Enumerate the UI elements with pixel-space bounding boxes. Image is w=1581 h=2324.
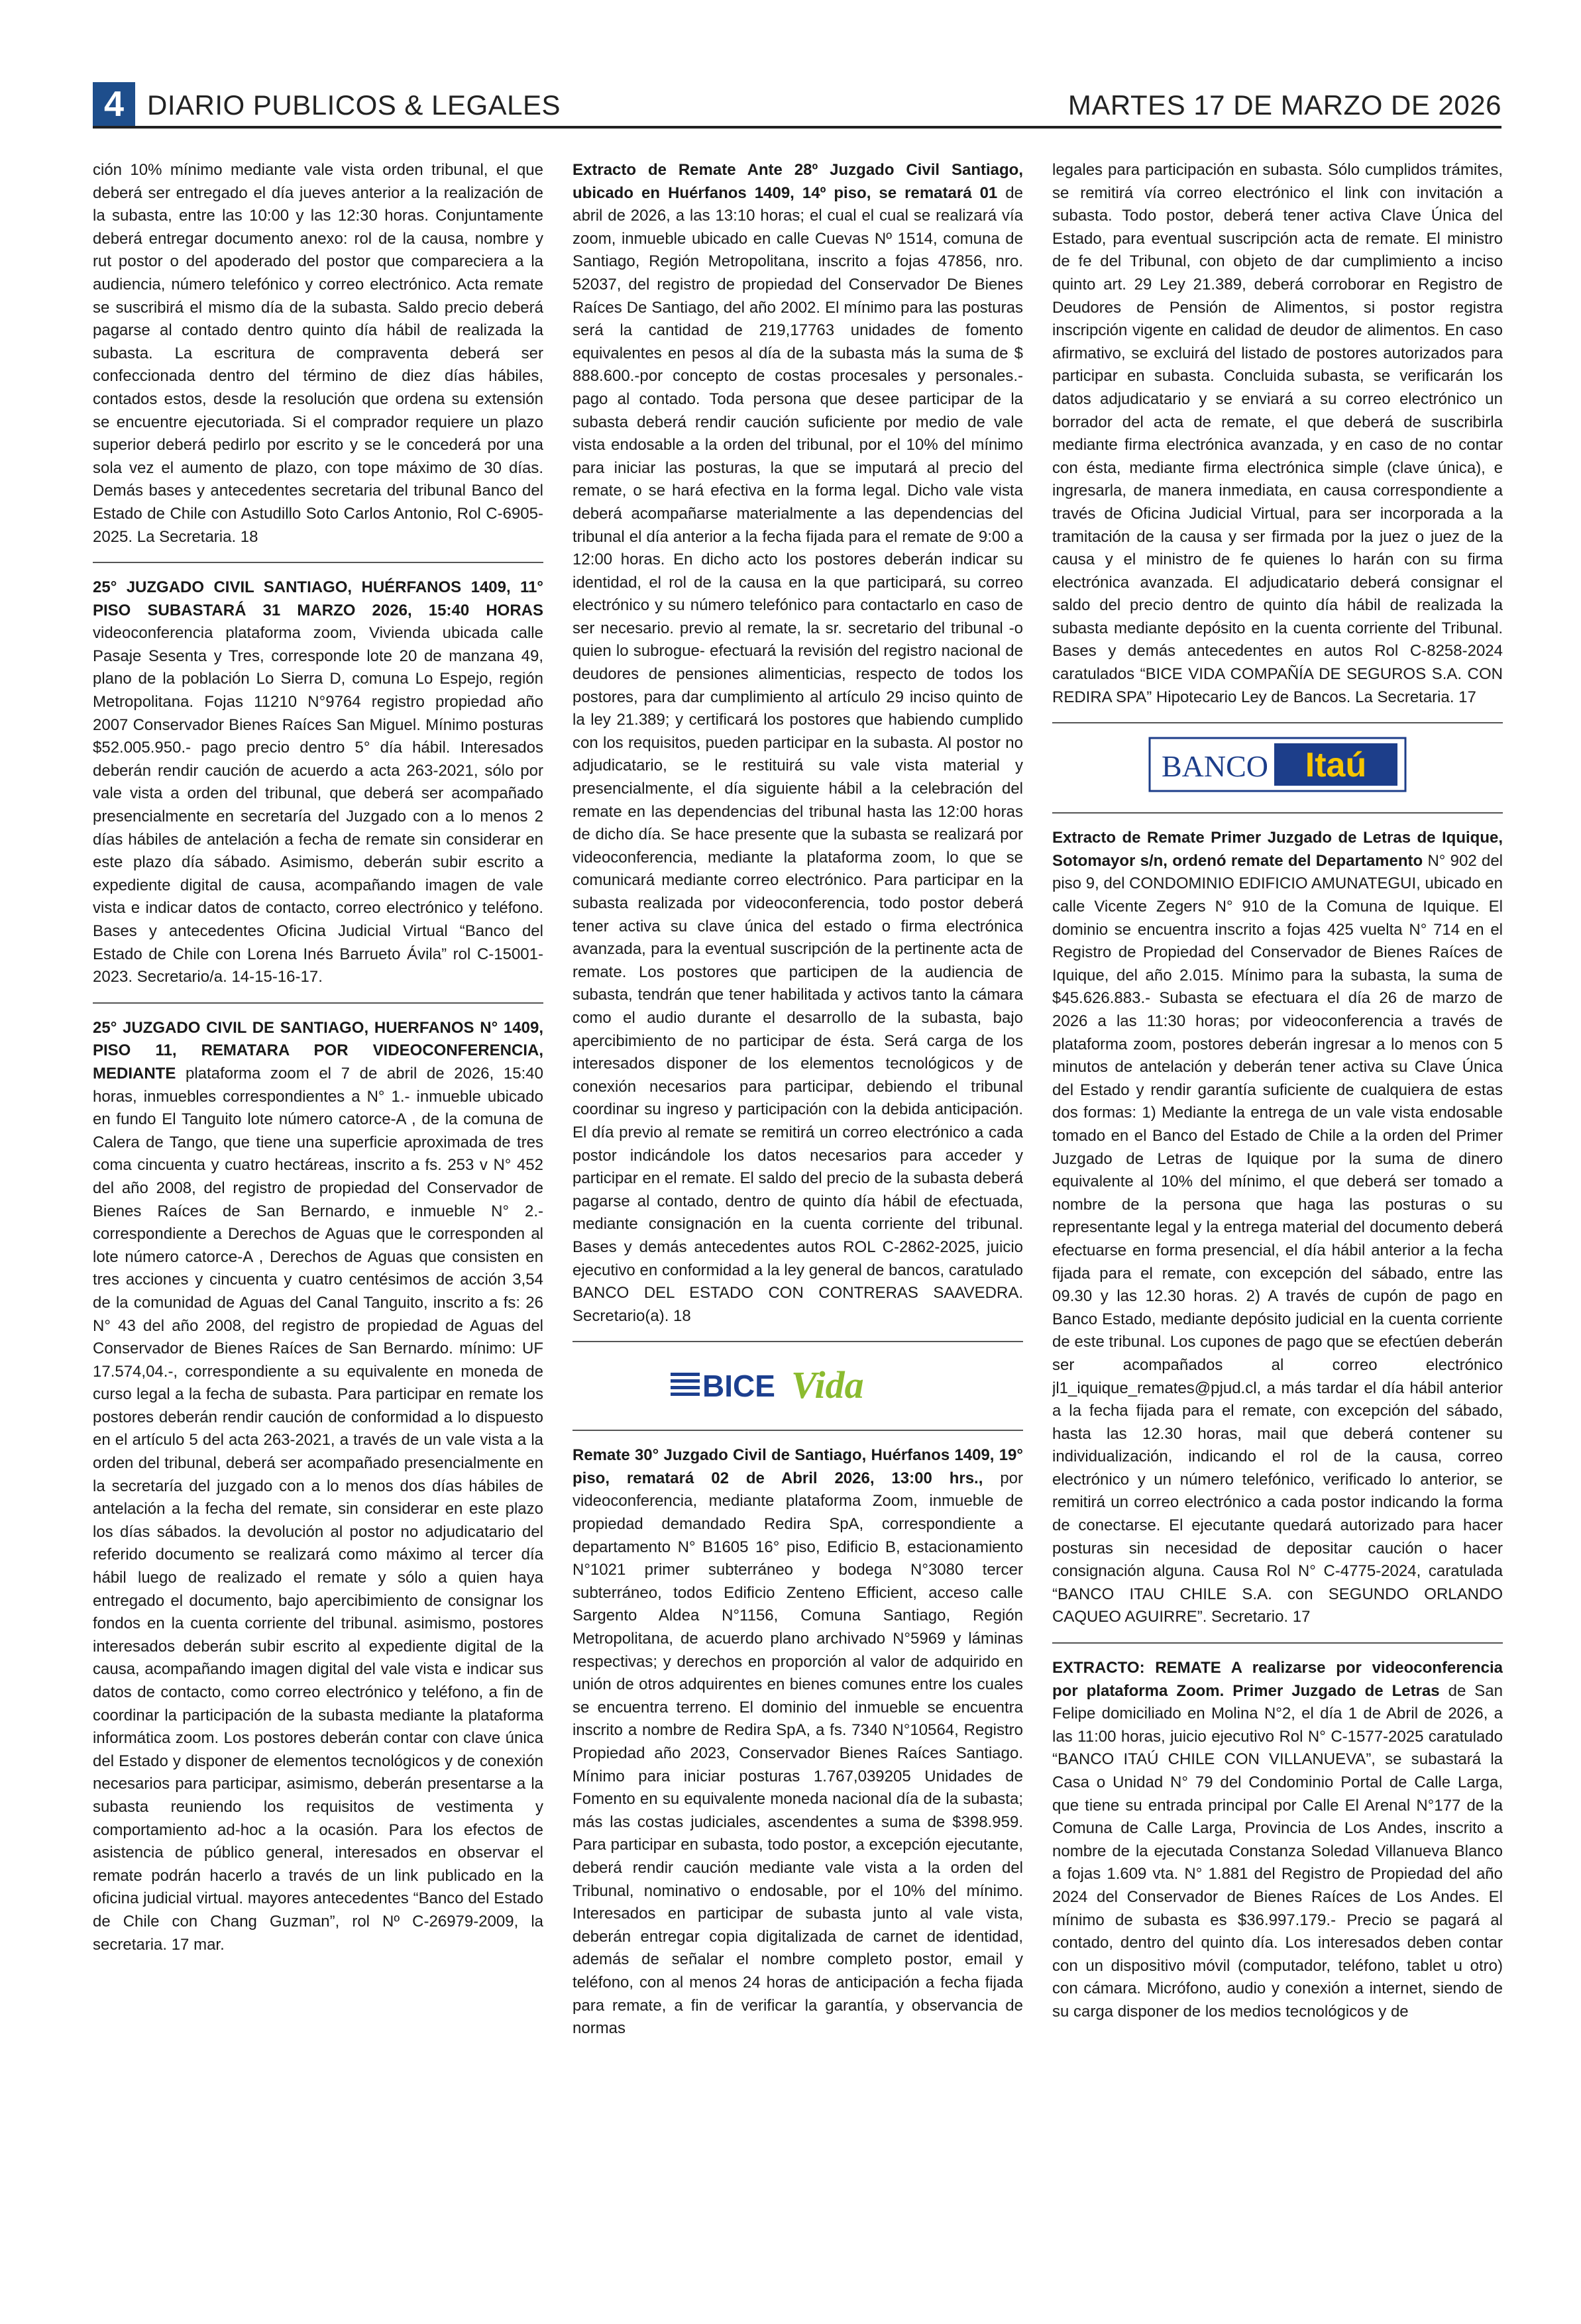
notice-juzgado-25-calera-de-tango — [93, 1017, 543, 1956]
notice-body: N° 902 del piso 9, del CONDOMINIO EDIFICIO AMUNATEGUI, ubicado en calle Vicente Zegers N° 910 de la Comuna de Iquique. El dominio se encuentra inscrito a fojas 425 vuelta N° 714 en el Registro de Propiedad del Conservador de Bienes Raíces de Iquique, del año 2.015. Mínimo para la subasta, la suma de $45.626.883.- Subasta se efectuara el día 26 de marzo de 2026 a las 11:30 horas; por videoconferencia a través de plataforma zoom, postores deberán ingresar a lo menos con 5 minutos de antelación y deberán tener activa su Clave Única del Estado y rendir garantía suficiente de cualquiera de estas dos formas: 1) Mediante la entrega de un vale vista endosable tomado en el Banco del Estado de Chile a la orden del Primer Juzgado de Letras de Iquique por la suma de dinero equivalente al 10% del mínimo, el que deberá ser tomado a nombre de la persona que haga las posturas o su representante legal y la entrega material del documento deberá efectuarse en forma presencial, el día hábil anterior a la fecha fijada para el remate, con excepción del sábado, entre las 09.30 y las 12.30 horas. 2) A través de cupón de pago en Banco Estado, mediante depósito judicial en la cuenta corriente de este tribunal. Los cupones de pago que se efectúen deberán ser acompañados al correo electrónico jl1_iquique_remates@pjud.cl, a más tardar el día hábil anterior a la fecha fijada para el remate, con excepción del sábado, hasta las 12.30 horas, mail que deberá contener su individualización, indicando el rol de la causa, correo electrónico y un número telefónico, verificado lo anterior, se remitirá un correo electrónico a cada postor indicando la forma de conectarse. El ejecutante quedará autorizado para hacer posturas sin necesidad de depositar caución o hacer consignación alguna. Causa Rol N° C-4775-2024, caratulada “BANCO ITAU CHILE S.A. con SEGUNDO ORLANDO CAQUEO AGUIRRE”. Secretario. 17 — [1052, 851, 1503, 1626]
notice-divider — [572, 1341, 1023, 1342]
header-rule — [93, 126, 1501, 129]
publication-date: MARTES 17 DE MARZO DE 2026 — [1067, 89, 1501, 121]
notice-divider — [1052, 1642, 1503, 1644]
notice-juzgado-25-lo-espejo — [93, 576, 543, 989]
notice-divider — [1052, 812, 1503, 814]
notice-heading: Extracto de Remate Primer Juzgado de Letras de Iquique, Sotomayor s/n, ordenó remate del Departamento — [1052, 829, 1503, 870]
notice-heading: Remate 30° Juzgado Civil de Santiago, Huérfanos 1409, 19° piso, rematará 02 de Abril 2026, 13:00 hrs., — [572, 1446, 1023, 1487]
column-2 — [572, 159, 1023, 2305]
notice-body: videoconferencia plataforma zoom, Vivienda ubicada calle Pasaje Sesenta y Tres, corresponde lote 20 de manzana 49, plano de la población Lo Sierra D, comuna Lo Espejo, región Metropolitana. Fojas 11210 N°9764 registro propiedad año 2007 Conservador Bienes Raíces San Miguel. Mínimo posturas $52.005.950.- pago precio dentro 5° día hábil. Interesados deberán rendir caución de acuerdo a acta 263-2021, sólo por vale vista a orden del tribunal, que deberá ser acompañado presencialmente en secretaría del Juzgado con a lo menos 2 días hábiles de antelación a fecha de remate sin considerar en este plazo día sábado. Asimismo, deberán subir escrito a expediente digital de causa, acompañando imagen de vale vista e indicar datos de contacto, correo electrónico y teléfono. Bases y antecedentes Oficina Judicial Virtual “Banco del Estado de Chile con Lorena Inés Barrueto Ávila” rol C-15001-2023. Secretario/a. 14-15-16-17. — [93, 624, 543, 986]
notice-body: plataforma zoom el 7 de abril de 2026, 15:40 horas, inmuebles correspondientes a N° 1.- inmueble ubicado en fundo El Tanguito lote número catorce-A , de la comuna de Calera de Tango, que tiene una superficie aproximada de tres coma cincuenta y cuatro hectáreas, inscrito a fs. 253 v N° 452 del año 2008, del registro de propiedad del Conservador de Bienes Raíces de San Bernardo, e inmueble N° 2.- correspondiente a Derechos de Aguas que le corresponden al lote número catorce-A , Derechos de Aguas que consisten en tres acciones y cincuenta y cuatro centésimos de acción 3,54 de la comunidad de Aguas del Canal Tanguito, inscrito a fs: 26 N° 43 del año 2008, del registro de propiedad de Aguas del Conservador de Bienes Raíces de San Bernardo. mínimo: UF 17.574,04.-, correspondiente a su equivalente en moneda de curso legal a la fecha de subasta. Para participar en remate los postores deberán rendir caución de conformidad a lo dispuesto en el artículo 5 del acta 263-2021, a través de un vale vista a la orden del tribunal, deberá ser acompañado presencialmente en la secretaría del juzgado con a lo menos dos días hábiles de antelación a la fecha del remate, sin considerar en este plazo los días sábados. la devolución al postor no adjudicatario del referido documento se realizará como máximo al tercer día hábil luego de realizado el remate y sólo a quien haya entregado el documento, bajo apercibimiento de consignar los fondos en la cuenta corriente del tribunal. asimismo, postores interesados deberán subir escrito al expediente digital de la causa, acompañando imagen digital del vale vista e indicar sus datos de contacto, como correo electrónico y teléfono, a fin de coordinar la participación de la subasta mediante la plataforma informática zoom. Los postores deberán contar con clave única del Estado y disponer de elementos tecnológicos y de conexión necesarios para participar, asimismo, deberán presentarse a la subasta reuniendo los requisitos de vestimenta y comportamiento ad-hoc a la ocasión. Para los efectos de asistencia de público general, interesados en observar el remate podrán hacerlo a través de un link publicado en la oficina judicial virtual. mayores antecedentes “Banco del Estado de Chile con Chang Guzman”, rol Nº C-26979-2009, la secretaria. 17 mar. — [93, 1064, 543, 1954]
notice-divider — [572, 1430, 1023, 1431]
notice-heading: EXTRACTO: REMATE A realizarse por videoconferencia por plataforma Zoom. Primer Juzgado de Letras — [1052, 1659, 1503, 1700]
page-header — [93, 82, 1501, 126]
notice-body: legales para participación en subasta. Sólo cumplidos trámites, se remitirá vía correo electrónico el link con invitación a subasta. Todo postor, deberá tener activa Clave Única del Estado, para eventual suscripción acta de remate. El ministro de fe del Tribunal, con objeto de dar cumplimiento a inciso quinto art. 29 Ley 21.389, deberá corroborar en Registro de Deudores de Pensión de Alimentos, si postor registra inscripción vigente en calidad de deudor de alimentos. En caso afirmativo, se excluirá del listado de postores autorizados para participar en subasta. Concluida subasta, se verificarán los datos adjudicatario y se enviará a su correo electrónico un borrador del acta de remate, el que deberá de suscribirla mediante firma electrónica avanzada, y en caso de no contar con ésta, mediante firma electrónica simple (clave única), e ingresarla, de manera inmediata, en causa correspondiente a través de Oficina Judicial Virtual, para ser incorporada a la tramitación de la causa y ser firmada por la juez o juez de la causa y el ministro de fe quienes lo harán con su firma electrónica avanzada. El adjudicatario deberá consignar el saldo del precio dentro de quinto día hábil de realizada la subasta mediante depósito en la cuenta corriente del Tribunal. Bases y demás antecedentes en autos Rol C-8258-2024 caratulados “BICE VIDA COMPAÑÍA DE SEGUROS S.A. CON REDIRA SPA” Hipotecario Ley de Bancos. La Secretaria. 17 — [1052, 161, 1503, 706]
banco-wordmark: BANCO — [1162, 749, 1269, 784]
notice-juzgado-letras-san-felipe — [1052, 1657, 1503, 2024]
column-3 — [1052, 159, 1503, 2305]
notice-heading: Extracto de Remate Ante 28º Juzgado Civil Santiago, ubicado en Huérfanos 1409, 14º piso, se rematará 01 — [572, 161, 1023, 202]
notice-continuation — [93, 159, 543, 549]
notice-body: por videoconferencia, mediante plataforma Zoom, inmueble de propiedad demandado Redira SpA, correspondiente a departamento N° B1605 16° piso, Edificio B, estacionamiento N°1021 primer subterráneo y bodega N°3080 tercer subterráneo, todos Edificio Zenteno Efficient, acceso calle Sargento Aldea N°1156, Comuna Santiago, Región Metropolitana, de acuerdo plano archivado N°5969 y láminas respectivas; y derechos en proporción al valor de adquirido en unión de otros adquirentes en bienes comunes entre los cuales se encuentra terreno. El dominio del inmueble se encuentra inscrito a nombre de Redira SpA, a fs. 7340 N°10564, Registro Propiedad año 2023, Conservador Bienes Raíces Santiago. Mínimo para iniciar posturas 1.767,039205 Unidades de Fomento en su equivalente moneda nacional día de la subasta; más las costas judiciales, ascendentes a suma de $398.959. Para participar en subasta, todo postor, a excepción ejecutante, deberá rendir caución mediante vale vista a la orden del Tribunal, nominativo o endosable, por el 10% del mínimo. Interesados en participar de subasta junto al vale vista, deberán entregar copia digitalizada de carnet de identidad, además de señalar el nombre completo postor, email y teléfono, con al menos 24 horas de anticipación a fecha fijada para remate, a fin de verificar la garantía, y observancia de normas — [572, 1469, 1023, 2038]
vida-wordmark: Vida — [791, 1363, 864, 1407]
notice-body: de abril de 2026, a las 13:10 horas; el cual el cual se realizará vía zoom, inmueble ubicado en calle Cuevas Nº 1514, comuna de Santiago, Región Metropolitana, inscrito a fojas 47856, nro. 52037, del registro de propiedad del Conservador De Bienes Raíces De Santiago, del año 2002. El mínimo para las posturas será la cantidad de 219,17763 unidades de fomento equivalentes en pesos al día de la subasta más la suma de $ 888.600.-por concepto de costas procesales y personales.- pago al contado. Toda persona que desee participar de la subasta deberá rendir caución suficiente por medio de vale vista endosable a la orden del tribunal, por el 10% del mínimo para iniciar las posturas, la que se imputará al precio del remate, o se hará efectiva en la forma legal. Dicho vale vista deberá acompañarse materialmente a las dependencias del tribunal el día anterior a la fecha fijada para el remate de 9:00 a 12:00 horas. En dicho acto los postores deberán indicar su identidad, el rol de la causa en la que participará, su correo electrónico y su número telefónico para contactarlo en caso de ser necesario. previo al remate, la sr. secretario del tribunal -o quien lo subrogue- efectuará la revisión del registro nacional de deudores de pensiones alimenticias, respecto de todos los postores, para dar cumplimiento al artículo 29 inciso quinto de la ley 21.389; y certificará los postores que habiendo cumplido con los requisitos, pueden participar en la subasta. Al postor no adjudicatario, se le restituirá su vale vista material y presencialmente, el día siguiente hábil a la celebración del remate en las dependencias del tribunal hasta las 12:00 horas de dicho día. Se hace presente que la subasta se realizará por videoconferencia, mediante la plataforma zoom, lo que se comunicará mediante correo electrónico. Para participar en la subasta realizada por videoconferencia, todo postor deberá tener activa su clave única del estado o firma electrónica avanzada, para la eventual suscripción de la pertinente acta de remate. Los postores que participen de la audiencia de subasta, tendrán que tener habilitada y activos tanto la cámara como el audio durante el desarrollo de la subasta, bajo apercibimiento de no participar de ésta. Será carga de los interesados disponer de los elementos tecnológicos y de conexión necesarios para participar, debiendo el tribunal coordinar su ingreso y participación con la debida anticipación. El día previo al remate se remitirá un correo electrónico a cada postor indicándole los datos necesarios para acceder y participar en el remate. El saldo del precio de la subasta deberá pagarse al contado, dentro de quinto día hábil de efectuada, mediante consignación en la cuenta corriente del tribunal. Bases y demás antecedentes autos ROL C-2862-2025, juicio ejecutivo en conformidad a la ley general de bancos, caratulado BANCO DEL ESTADO CON CONTRERAS SAAVEDRA. Secretario(a). 18 — [572, 184, 1023, 1325]
page-number: 4 — [93, 82, 135, 126]
notice-divider — [1052, 722, 1503, 723]
bice-wordmark: BICE — [702, 1369, 775, 1404]
column-1 — [93, 159, 543, 2305]
bice-vida-logo — [572, 1355, 1023, 1412]
notice-body: de San Felipe domiciliado en Molina N°2, el día 1 de Abril de 2026, a las 11:00 horas, juicio ejecutivo Rol N° C-1577-2025 caratulado “BANCO ITAÚ CHILE CON VILLANUEVA”, se subastará la Casa o Unidad N° 79 del Condominio Portal de Calle Larga, que tiene su entrada principal por Calle El Arenal N°177 de la Comuna de Calle Larga, Provincia de Los Andes, inscrito a nombre de la ejecutada Constanza Soledad Villanueva Blanco a fojas 1.609 vta. N° 1.881 del Registro de Propiedad del año 2024 del Conservador de Bienes Raíces de Los Andes. El mínimo de subasta es $36.997.179.- Precio se pagará al contado, dentro del quinto día. Los interesados deben contar con un dispositivo móvil (computador, teléfono, tablet u otro) con cámara. Micrófono, audio y conexión a internet, siendo de su carga disponer de los medios tecnológicos y de — [1052, 1681, 1503, 2021]
banco-itau-logo — [1052, 737, 1503, 792]
notice-juzgado-30-santiago — [572, 1444, 1023, 2040]
notice-heading: 25° JUZGADO CIVIL SANTIAGO, HUÉRFANOS 1409, 11° PISO SUBASTARÁ 31 MARZO 2026, 15:40 HORAS — [93, 578, 543, 619]
notice-heading: 25° JUZGADO CIVIL DE SANTIAGO, HUERFANOS N° 1409, PISO 11, REMATARA POR VIDEOCONFERENCIA, MEDIANTE — [93, 1018, 543, 1083]
notice-continuation — [1052, 159, 1503, 709]
notice-divider — [93, 1002, 543, 1004]
notice-divider — [93, 562, 543, 563]
notice-juzgado-28-santiago — [572, 159, 1023, 1328]
publication-name: DIARIO PUBLICOS & LEGALES — [147, 89, 561, 121]
banco-itau-logo-graphic — [1148, 737, 1407, 792]
notice-body: ción 10% mínimo mediante vale vista orden tribunal, el que deberá ser entregado el día jueves anterior a la realización de la subasta, entre las 10:00 y las 12:30 horas. Conjuntamente deberá entregar documento anexo: rol de la causa, nombre y rut postor o del apoderado del postor que compareciera a la audiencia, número telefónico y correo electrónico. Acta remate se suscribirá el mismo día de la subasta. Saldo precio deberá pagarse al contado dentro quinto día hábil de realizada la subasta. La escritura de compraventa deberá ser confeccionada dentro del término de diez días hábiles, contados estos, desde la resolución que ordena su extensión se encuentre ejecutoriada. Si el comprador requiere un plazo superior deberá pedirlo por escrito y se le concederá por una sola vez el aumento de plazo, con tope máximo de 30 días. Demás bases y antecedentes secretaria del tribunal Banco del Estado de Chile con Astudillo Soto Carlos Antonio, Rol C-6905-2025. La Secretaria. 18 — [93, 161, 543, 546]
notice-juzgado-letras-iquique — [1052, 827, 1503, 1629]
bice-vida-logo-graphic — [665, 1355, 930, 1412]
itau-wordmark: Itaú — [1305, 746, 1367, 785]
